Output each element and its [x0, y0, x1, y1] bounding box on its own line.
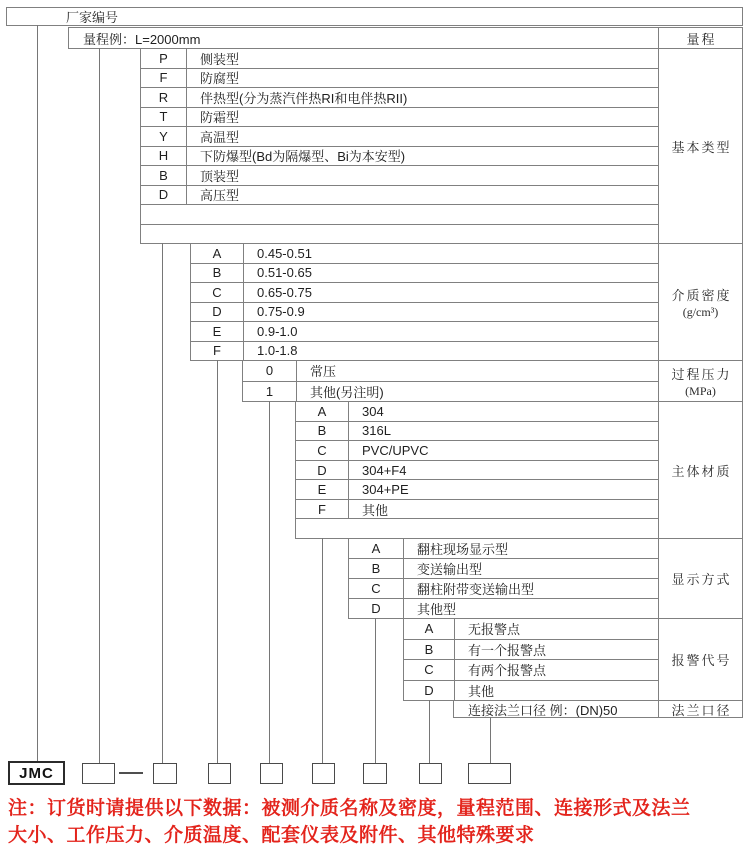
- desc-cell: 翻柱附带变送输出型: [417, 582, 535, 597]
- code-cell: C: [296, 441, 349, 460]
- desc-cell: 有一个报警点: [468, 642, 547, 658]
- table-row: [141, 126, 658, 146]
- code-box-pressure: [260, 763, 283, 784]
- ordering-note: [8, 795, 748, 845]
- section-medium-density: [190, 243, 659, 361]
- table-row: [296, 499, 658, 519]
- connector-line-pressure: [269, 401, 270, 763]
- desc-cell: 变送输出型: [417, 562, 483, 577]
- code-cell: P: [141, 49, 187, 68]
- table-row: [296, 460, 658, 480]
- connector-line-basic-type: [162, 243, 163, 763]
- empty-row: [141, 204, 658, 224]
- code-cell: D: [191, 303, 244, 322]
- range-example-label: 量程例：L=2000mm: [83, 31, 201, 47]
- table-row: [141, 49, 658, 68]
- section-flange-size: [453, 700, 659, 718]
- section-process-pressure: [242, 360, 659, 402]
- label-body-material: 主体材质: [658, 401, 743, 539]
- section-basic-type: [140, 48, 659, 244]
- empty-row: [296, 518, 658, 538]
- desc-cell: 防霜型: [200, 110, 240, 126]
- desc-cell: 侧装型: [200, 51, 240, 67]
- section-alarm-code: [403, 618, 659, 701]
- desc-cell: 304: [362, 403, 384, 419]
- code-cell: H: [141, 147, 187, 166]
- label-flange-size: 法兰口径: [658, 700, 743, 718]
- connector-line-density: [217, 360, 218, 763]
- table-row: [141, 87, 658, 107]
- ordering-note-line1: 注：订货时请提供以下数据：被测介质名称及密度，量程范围、连接形式及法兰: [8, 798, 691, 819]
- code-cell: A: [191, 244, 244, 263]
- connector-line-manufacturer: [37, 25, 38, 763]
- code-box-material: [312, 763, 335, 784]
- label-process-pressure: 过程压力 (MPa): [658, 360, 743, 402]
- table-row: [191, 263, 658, 283]
- model-prefix-label: JMC: [19, 764, 54, 782]
- code-cell: E: [296, 480, 349, 499]
- desc-cell: 316L: [362, 423, 391, 439]
- code-cell: 0: [243, 361, 297, 381]
- desc-cell: 其他型: [417, 602, 457, 617]
- code-cell: C: [191, 283, 244, 302]
- code-box-density: [208, 763, 231, 784]
- connector-line-range: [99, 48, 100, 763]
- code-cell: D: [349, 599, 404, 618]
- code-cell: A: [349, 539, 404, 558]
- code-cell: D: [296, 461, 349, 480]
- desc-cell: 有两个报警点: [468, 663, 547, 679]
- table-row: [404, 659, 658, 680]
- desc-cell: 高压型: [200, 188, 240, 204]
- desc-cell: 顶装型: [200, 168, 240, 184]
- code-cell: E: [191, 322, 244, 341]
- label-alarm-code: 报警代号: [658, 618, 743, 701]
- table-row: [404, 619, 658, 639]
- table-row: [349, 578, 658, 598]
- table-row: [191, 341, 658, 361]
- model-code-separator: [119, 772, 143, 774]
- desc-cell: 其他(另注明): [310, 384, 384, 400]
- desc-cell: 翻柱现场显示型: [417, 542, 509, 557]
- label-basic-type: 基本类型: [658, 48, 743, 244]
- code-box-display: [363, 763, 387, 784]
- table-row: [191, 302, 658, 322]
- desc-cell: PVC/UPVC: [362, 442, 429, 458]
- table-row: [349, 558, 658, 578]
- table-row: [141, 146, 658, 166]
- code-cell: F: [191, 342, 244, 361]
- code-cell: B: [404, 640, 455, 660]
- desc-cell: 高温型: [200, 129, 240, 145]
- code-cell: C: [404, 660, 455, 680]
- desc-cell: 0.51-0.65: [257, 265, 312, 281]
- empty-row: [141, 224, 658, 244]
- code-cell: 1: [243, 382, 297, 402]
- code-cell: B: [141, 166, 187, 185]
- table-row: [296, 479, 658, 499]
- desc-cell: 常压: [310, 364, 337, 380]
- code-cell: B: [349, 559, 404, 578]
- code-box-basic-type: [153, 763, 177, 784]
- desc-cell: 1.0-1.8: [257, 343, 298, 359]
- table-row: [404, 680, 658, 701]
- desc-cell: 伴热型(分为蒸汽伴热RI和电伴热RII): [200, 90, 408, 106]
- desc-cell: 连接法兰口径 例：(DN)50: [468, 702, 618, 717]
- table-row: [454, 701, 658, 717]
- code-box-flange: [468, 763, 511, 784]
- code-box-range: [82, 763, 115, 784]
- code-cell: C: [349, 579, 404, 598]
- code-cell: R: [141, 88, 187, 107]
- table-row: [296, 402, 658, 421]
- desc-cell: 0.9-1.0: [257, 323, 298, 339]
- desc-cell: 0.45-0.51: [257, 245, 312, 261]
- manufacturer-number-label: 厂家编号: [66, 10, 119, 25]
- connector-line-material: [322, 538, 323, 763]
- code-cell: D: [404, 681, 455, 701]
- code-box-alarm: [419, 763, 442, 784]
- code-cell: F: [141, 69, 187, 88]
- code-cell: A: [404, 619, 455, 639]
- connector-line-flange: [490, 717, 491, 763]
- desc-cell: 其他: [362, 502, 389, 518]
- code-cell: D: [141, 186, 187, 205]
- code-cell: B: [191, 264, 244, 283]
- code-cell: B: [296, 422, 349, 441]
- table-row: [404, 639, 658, 660]
- table-row: [349, 539, 658, 558]
- desc-cell: 0.75-0.9: [257, 304, 305, 320]
- desc-cell: 防腐型: [200, 71, 240, 87]
- table-row: [141, 165, 658, 185]
- section-body-material: [295, 401, 659, 539]
- table-row: [191, 282, 658, 302]
- table-row: [243, 381, 658, 402]
- connector-line-alarm: [429, 700, 430, 763]
- desc-cell: 其他: [468, 683, 495, 699]
- table-row: [141, 185, 658, 205]
- desc-cell: 无报警点: [468, 622, 521, 638]
- code-cell: T: [141, 108, 187, 127]
- table-row: [141, 68, 658, 88]
- desc-cell: 0.65-0.75: [257, 284, 312, 300]
- table-row: [296, 440, 658, 460]
- manufacturer-number-row: [6, 7, 743, 26]
- code-cell: F: [296, 500, 349, 519]
- code-cell: A: [296, 402, 349, 421]
- code-cell: Y: [141, 127, 187, 146]
- table-row: [296, 421, 658, 441]
- label-display-mode: 显示方式: [658, 538, 743, 619]
- table-row: [141, 107, 658, 127]
- table-row: [243, 361, 658, 381]
- desc-cell: 下防爆型(Bd为隔爆型、Bi为本安型): [200, 149, 406, 165]
- ordering-note-line2: 大小、工作压力、介质温度、配套仪表及附件、其他特殊要求: [8, 825, 535, 845]
- table-row: [349, 598, 658, 618]
- label-range: 量程: [658, 27, 743, 49]
- section-display-mode: [348, 538, 659, 619]
- desc-cell: 304+PE: [362, 482, 409, 498]
- range-example-row: [68, 27, 659, 49]
- model-prefix-box: [8, 761, 65, 785]
- desc-cell: 304+F4: [362, 462, 407, 478]
- label-medium-density: 介质密度 (g/cm³): [658, 243, 743, 361]
- table-row: [191, 244, 658, 263]
- connector-line-display: [375, 618, 376, 763]
- table-row: [191, 321, 658, 341]
